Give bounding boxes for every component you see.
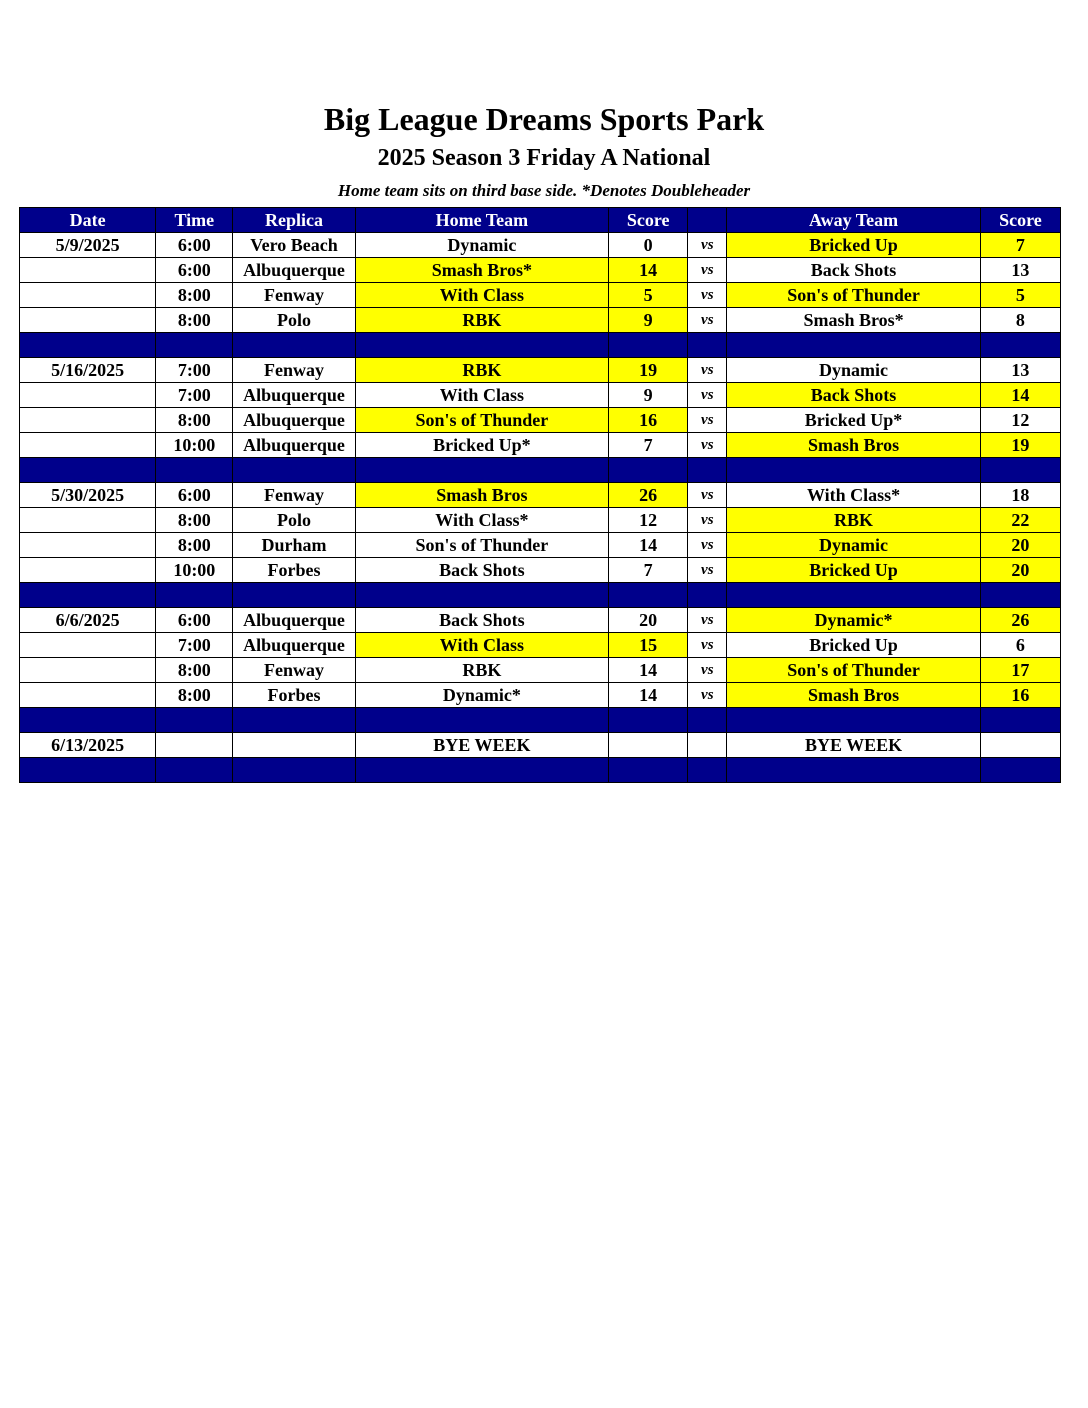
- away-team-cell: Back Shots: [727, 258, 980, 283]
- separator-cell: [156, 758, 233, 783]
- separator-cell: [233, 583, 355, 608]
- col-home-team: Home Team: [355, 208, 608, 233]
- date-cell: [20, 533, 156, 558]
- away-score-cell: 19: [980, 433, 1060, 458]
- date-cell: [20, 308, 156, 333]
- col-home-score: Score: [609, 208, 688, 233]
- home-score-cell: 14: [609, 258, 688, 283]
- separator-cell: [688, 708, 727, 733]
- separator-cell: [233, 708, 355, 733]
- home-team-cell: Son's of Thunder: [355, 408, 608, 433]
- replica-cell: Albuquerque: [233, 408, 355, 433]
- date-cell: [20, 258, 156, 283]
- away-team-cell: With Class*: [727, 483, 980, 508]
- away-score-cell: 18: [980, 483, 1060, 508]
- separator-cell: [355, 333, 608, 358]
- separator-cell: [156, 708, 233, 733]
- home-score-cell: 26: [609, 483, 688, 508]
- replica-cell: Albuquerque: [233, 608, 355, 633]
- away-score-cell: 13: [980, 258, 1060, 283]
- separator-cell: [688, 758, 727, 783]
- home-score-cell: 20: [609, 608, 688, 633]
- home-score-cell: 15: [609, 633, 688, 658]
- away-score-cell: 20: [980, 533, 1060, 558]
- page-title: Big League Dreams Sports Park: [323, 101, 765, 137]
- vs-label: [688, 733, 727, 758]
- time-cell: 10:00: [156, 433, 233, 458]
- game-row: [20, 683, 1061, 708]
- col-time: Time: [156, 208, 233, 233]
- separator-cell: [355, 583, 608, 608]
- home-team-cell: RBK: [355, 658, 608, 683]
- home-team-cell: With Class: [355, 633, 608, 658]
- time-cell: 8:00: [156, 508, 233, 533]
- home-score-cell: 9: [609, 383, 688, 408]
- header-row: [20, 208, 1061, 233]
- vs-label: vs: [688, 433, 727, 458]
- replica-cell: Fenway: [233, 483, 355, 508]
- date-cell: [20, 658, 156, 683]
- home-team-cell: With Class*: [355, 508, 608, 533]
- away-score-cell: 13: [980, 358, 1060, 383]
- schedule-table: [19, 207, 1061, 783]
- date-cell: 5/9/2025: [20, 233, 156, 258]
- replica-cell: Vero Beach: [233, 233, 355, 258]
- home-score-cell: 14: [609, 533, 688, 558]
- separator-cell: [980, 758, 1060, 783]
- away-team-cell: Bricked Up: [727, 633, 980, 658]
- away-team-cell: RBK: [727, 508, 980, 533]
- away-team-cell: Son's of Thunder: [727, 283, 980, 308]
- col-vs: [688, 208, 727, 233]
- date-cell: 5/30/2025: [20, 483, 156, 508]
- away-score-cell: 5: [980, 283, 1060, 308]
- home-team-cell: Dynamic: [355, 233, 608, 258]
- away-team-cell: Bricked Up*: [727, 408, 980, 433]
- away-score-cell: 7: [980, 233, 1060, 258]
- vs-label: vs: [688, 383, 727, 408]
- away-team-cell: BYE WEEK: [727, 733, 980, 758]
- vs-label: vs: [688, 658, 727, 683]
- game-row: [20, 408, 1061, 433]
- away-team-cell: Bricked Up: [727, 233, 980, 258]
- separator-cell: [20, 333, 156, 358]
- time-cell: 8:00: [156, 533, 233, 558]
- separator-row: [20, 758, 1061, 783]
- away-score-cell: 14: [980, 383, 1060, 408]
- separator-cell: [609, 458, 688, 483]
- replica-cell: Albuquerque: [233, 258, 355, 283]
- away-score-cell: 6: [980, 633, 1060, 658]
- date-cell: 6/6/2025: [20, 608, 156, 633]
- separator-cell: [233, 333, 355, 358]
- game-row: [20, 433, 1061, 458]
- separator-cell: [156, 583, 233, 608]
- separator-row: [20, 333, 1061, 358]
- home-team-cell: With Class: [355, 383, 608, 408]
- separator-cell: [233, 458, 355, 483]
- separator-cell: [355, 708, 608, 733]
- separator-cell: [156, 458, 233, 483]
- home-team-cell: Smash Bros: [355, 483, 608, 508]
- replica-cell: Albuquerque: [233, 383, 355, 408]
- date-cell: 6/13/2025: [20, 733, 156, 758]
- vs-label: vs: [688, 308, 727, 333]
- away-score-cell: [980, 733, 1060, 758]
- game-row: [20, 633, 1061, 658]
- date-cell: [20, 508, 156, 533]
- away-team-cell: Dynamic: [727, 358, 980, 383]
- game-row: [20, 658, 1061, 683]
- replica-cell: Fenway: [233, 658, 355, 683]
- separator-cell: [727, 758, 980, 783]
- vs-label: vs: [688, 408, 727, 433]
- replica-cell: Durham: [233, 533, 355, 558]
- replica-cell: Fenway: [233, 358, 355, 383]
- time-cell: 7:00: [156, 358, 233, 383]
- home-score-cell: 9: [609, 308, 688, 333]
- separator-row: [20, 708, 1061, 733]
- home-team-cell: Bricked Up*: [355, 433, 608, 458]
- separator-cell: [20, 758, 156, 783]
- time-cell: 10:00: [156, 558, 233, 583]
- time-cell: 8:00: [156, 683, 233, 708]
- replica-cell: Forbes: [233, 683, 355, 708]
- vs-label: vs: [688, 633, 727, 658]
- replica-cell: Albuquerque: [233, 433, 355, 458]
- game-row: [20, 483, 1061, 508]
- game-row: [20, 283, 1061, 308]
- replica-cell: Albuquerque: [233, 633, 355, 658]
- time-cell: 7:00: [156, 383, 233, 408]
- date-cell: [20, 383, 156, 408]
- separator-cell: [156, 333, 233, 358]
- game-row: [20, 383, 1061, 408]
- away-score-cell: 17: [980, 658, 1060, 683]
- separator-cell: [980, 333, 1060, 358]
- home-score-cell: 14: [609, 683, 688, 708]
- vs-label: vs: [688, 558, 727, 583]
- separator-cell: [609, 708, 688, 733]
- game-row: [20, 358, 1061, 383]
- home-team-cell: RBK: [355, 358, 608, 383]
- vs-label: vs: [688, 533, 727, 558]
- date-cell: [20, 408, 156, 433]
- away-score-cell: 26: [980, 608, 1060, 633]
- home-team-cell: Back Shots: [355, 608, 608, 633]
- date-cell: [20, 283, 156, 308]
- separator-row: [20, 458, 1061, 483]
- vs-label: vs: [688, 358, 727, 383]
- home-score-cell: 19: [609, 358, 688, 383]
- away-score-cell: 16: [980, 683, 1060, 708]
- replica-cell: Polo: [233, 308, 355, 333]
- away-score-cell: 22: [980, 508, 1060, 533]
- separator-cell: [688, 583, 727, 608]
- away-team-cell: Smash Bros: [727, 433, 980, 458]
- separator-cell: [20, 458, 156, 483]
- separator-cell: [727, 708, 980, 733]
- home-score-cell: 7: [609, 433, 688, 458]
- col-replica: Replica: [233, 208, 355, 233]
- date-cell: [20, 433, 156, 458]
- separator-cell: [20, 583, 156, 608]
- schedule-note: Home team sits on third base side. *Denotes Doubleheader: [337, 181, 751, 200]
- date-cell: [20, 683, 156, 708]
- home-team-cell: Smash Bros*: [355, 258, 608, 283]
- date-cell: [20, 558, 156, 583]
- separator-cell: [355, 758, 608, 783]
- home-team-cell: RBK: [355, 308, 608, 333]
- vs-label: vs: [688, 683, 727, 708]
- vs-label: vs: [688, 258, 727, 283]
- away-team-cell: Back Shots: [727, 383, 980, 408]
- time-cell: 6:00: [156, 233, 233, 258]
- game-row: [20, 233, 1061, 258]
- time-cell: 6:00: [156, 483, 233, 508]
- home-score-cell: 16: [609, 408, 688, 433]
- separator-cell: [980, 458, 1060, 483]
- game-row: [20, 733, 1061, 758]
- away-team-cell: Smash Bros: [727, 683, 980, 708]
- away-team-cell: Smash Bros*: [727, 308, 980, 333]
- game-row: [20, 558, 1061, 583]
- home-team-cell: Son's of Thunder: [355, 533, 608, 558]
- separator-cell: [609, 583, 688, 608]
- separator-cell: [688, 333, 727, 358]
- date-cell: [20, 633, 156, 658]
- time-cell: 7:00: [156, 633, 233, 658]
- col-away-team: Away Team: [727, 208, 980, 233]
- replica-cell: [233, 733, 355, 758]
- col-away-score: Score: [980, 208, 1060, 233]
- separator-cell: [20, 708, 156, 733]
- separator-cell: [980, 583, 1060, 608]
- separator-cell: [233, 758, 355, 783]
- vs-label: vs: [688, 508, 727, 533]
- separator-cell: [609, 333, 688, 358]
- home-score-cell: 12: [609, 508, 688, 533]
- separator-cell: [727, 583, 980, 608]
- separator-row: [20, 583, 1061, 608]
- replica-cell: Fenway: [233, 283, 355, 308]
- vs-label: vs: [688, 483, 727, 508]
- replica-cell: Forbes: [233, 558, 355, 583]
- date-cell: 5/16/2025: [20, 358, 156, 383]
- season-subtitle: 2025 Season 3 Friday A National: [377, 145, 711, 171]
- away-team-cell: Bricked Up: [727, 558, 980, 583]
- away-team-cell: Son's of Thunder: [727, 658, 980, 683]
- home-team-cell: BYE WEEK: [355, 733, 608, 758]
- game-row: [20, 608, 1061, 633]
- away-score-cell: 8: [980, 308, 1060, 333]
- away-team-cell: Dynamic: [727, 533, 980, 558]
- home-score-cell: 5: [609, 283, 688, 308]
- time-cell: 8:00: [156, 408, 233, 433]
- separator-cell: [980, 708, 1060, 733]
- game-row: [20, 308, 1061, 333]
- separator-cell: [688, 458, 727, 483]
- time-cell: 6:00: [156, 258, 233, 283]
- time-cell: 8:00: [156, 283, 233, 308]
- game-row: [20, 508, 1061, 533]
- home-score-cell: 0: [609, 233, 688, 258]
- home-team-cell: Dynamic*: [355, 683, 608, 708]
- separator-cell: [355, 458, 608, 483]
- vs-label: vs: [688, 608, 727, 633]
- vs-label: vs: [688, 283, 727, 308]
- time-cell: 8:00: [156, 658, 233, 683]
- time-cell: [156, 733, 233, 758]
- away-score-cell: 20: [980, 558, 1060, 583]
- time-cell: 8:00: [156, 308, 233, 333]
- time-cell: 6:00: [156, 608, 233, 633]
- separator-cell: [727, 333, 980, 358]
- replica-cell: Polo: [233, 508, 355, 533]
- vs-label: vs: [688, 233, 727, 258]
- col-date: Date: [20, 208, 156, 233]
- separator-cell: [727, 458, 980, 483]
- away-score-cell: 12: [980, 408, 1060, 433]
- game-row: [20, 258, 1061, 283]
- away-team-cell: Dynamic*: [727, 608, 980, 633]
- separator-cell: [609, 758, 688, 783]
- home-score-cell: [609, 733, 688, 758]
- home-team-cell: With Class: [355, 283, 608, 308]
- home-score-cell: 7: [609, 558, 688, 583]
- home-team-cell: Back Shots: [355, 558, 608, 583]
- game-row: [20, 533, 1061, 558]
- home-score-cell: 14: [609, 658, 688, 683]
